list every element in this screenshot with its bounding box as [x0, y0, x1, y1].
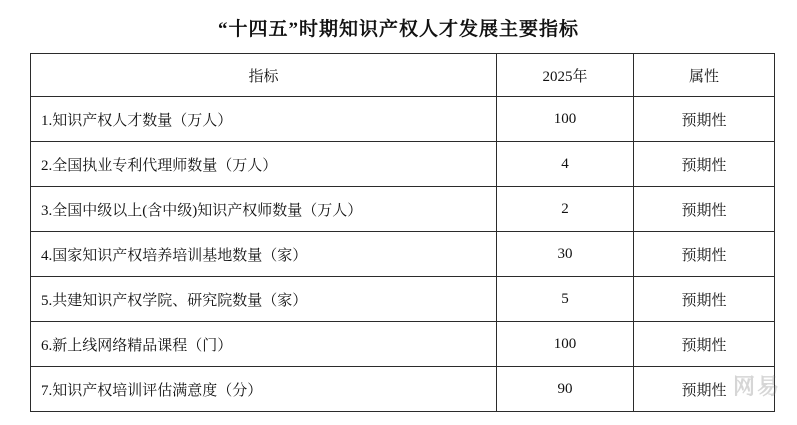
indicator-value: 2 — [497, 187, 634, 232]
table-row — [31, 142, 775, 187]
table-row — [31, 187, 775, 232]
indicator-name: 1.知识产权人才数量（万人） — [31, 97, 497, 142]
indicator-value: 100 — [497, 322, 634, 367]
indicator-name: 3.全国中级以上(含中级)知识产权师数量（万人） — [31, 187, 497, 232]
indicators-table — [30, 53, 775, 412]
indicator-attribute: 预期性 — [634, 367, 775, 412]
column-header-year: 2025年 — [497, 54, 634, 97]
indicator-attribute: 预期性 — [634, 187, 775, 232]
watermark: 网易 — [732, 374, 781, 399]
table-row — [31, 232, 775, 277]
indicator-name: 7.知识产权培训评估满意度（分） — [31, 367, 497, 412]
column-header-indicator: 指标 — [31, 54, 497, 97]
indicator-name: 2.全国执业专利代理师数量（万人） — [31, 142, 497, 187]
indicator-value: 4 — [497, 142, 634, 187]
table-row — [31, 277, 775, 322]
indicator-attribute: 预期性 — [634, 277, 775, 322]
indicator-attribute: 预期性 — [634, 232, 775, 277]
column-header-attribute: 属性 — [634, 54, 775, 97]
table-container — [0, 53, 797, 412]
indicator-attribute: 预期性 — [634, 142, 775, 187]
indicator-name: 5.共建知识产权学院、研究院数量（家） — [31, 277, 497, 322]
indicator-value: 30 — [497, 232, 634, 277]
page-title: “十四五”时期知识产权人才发展主要指标 — [217, 19, 579, 40]
table-header-row — [31, 54, 775, 97]
table-row — [31, 367, 775, 412]
indicator-name: 4.国家知识产权培养培训基地数量（家） — [31, 232, 497, 277]
indicator-attribute: 预期性 — [634, 97, 775, 142]
indicator-name: 6.新上线网络精品课程（门） — [31, 322, 497, 367]
indicator-attribute: 预期性 — [634, 322, 775, 367]
table-body — [31, 97, 775, 412]
indicator-value: 100 — [497, 97, 634, 142]
indicator-value: 5 — [497, 277, 634, 322]
table-row — [31, 322, 775, 367]
indicator-value: 90 — [497, 367, 634, 412]
table-row — [31, 97, 775, 142]
table-header — [31, 54, 775, 97]
